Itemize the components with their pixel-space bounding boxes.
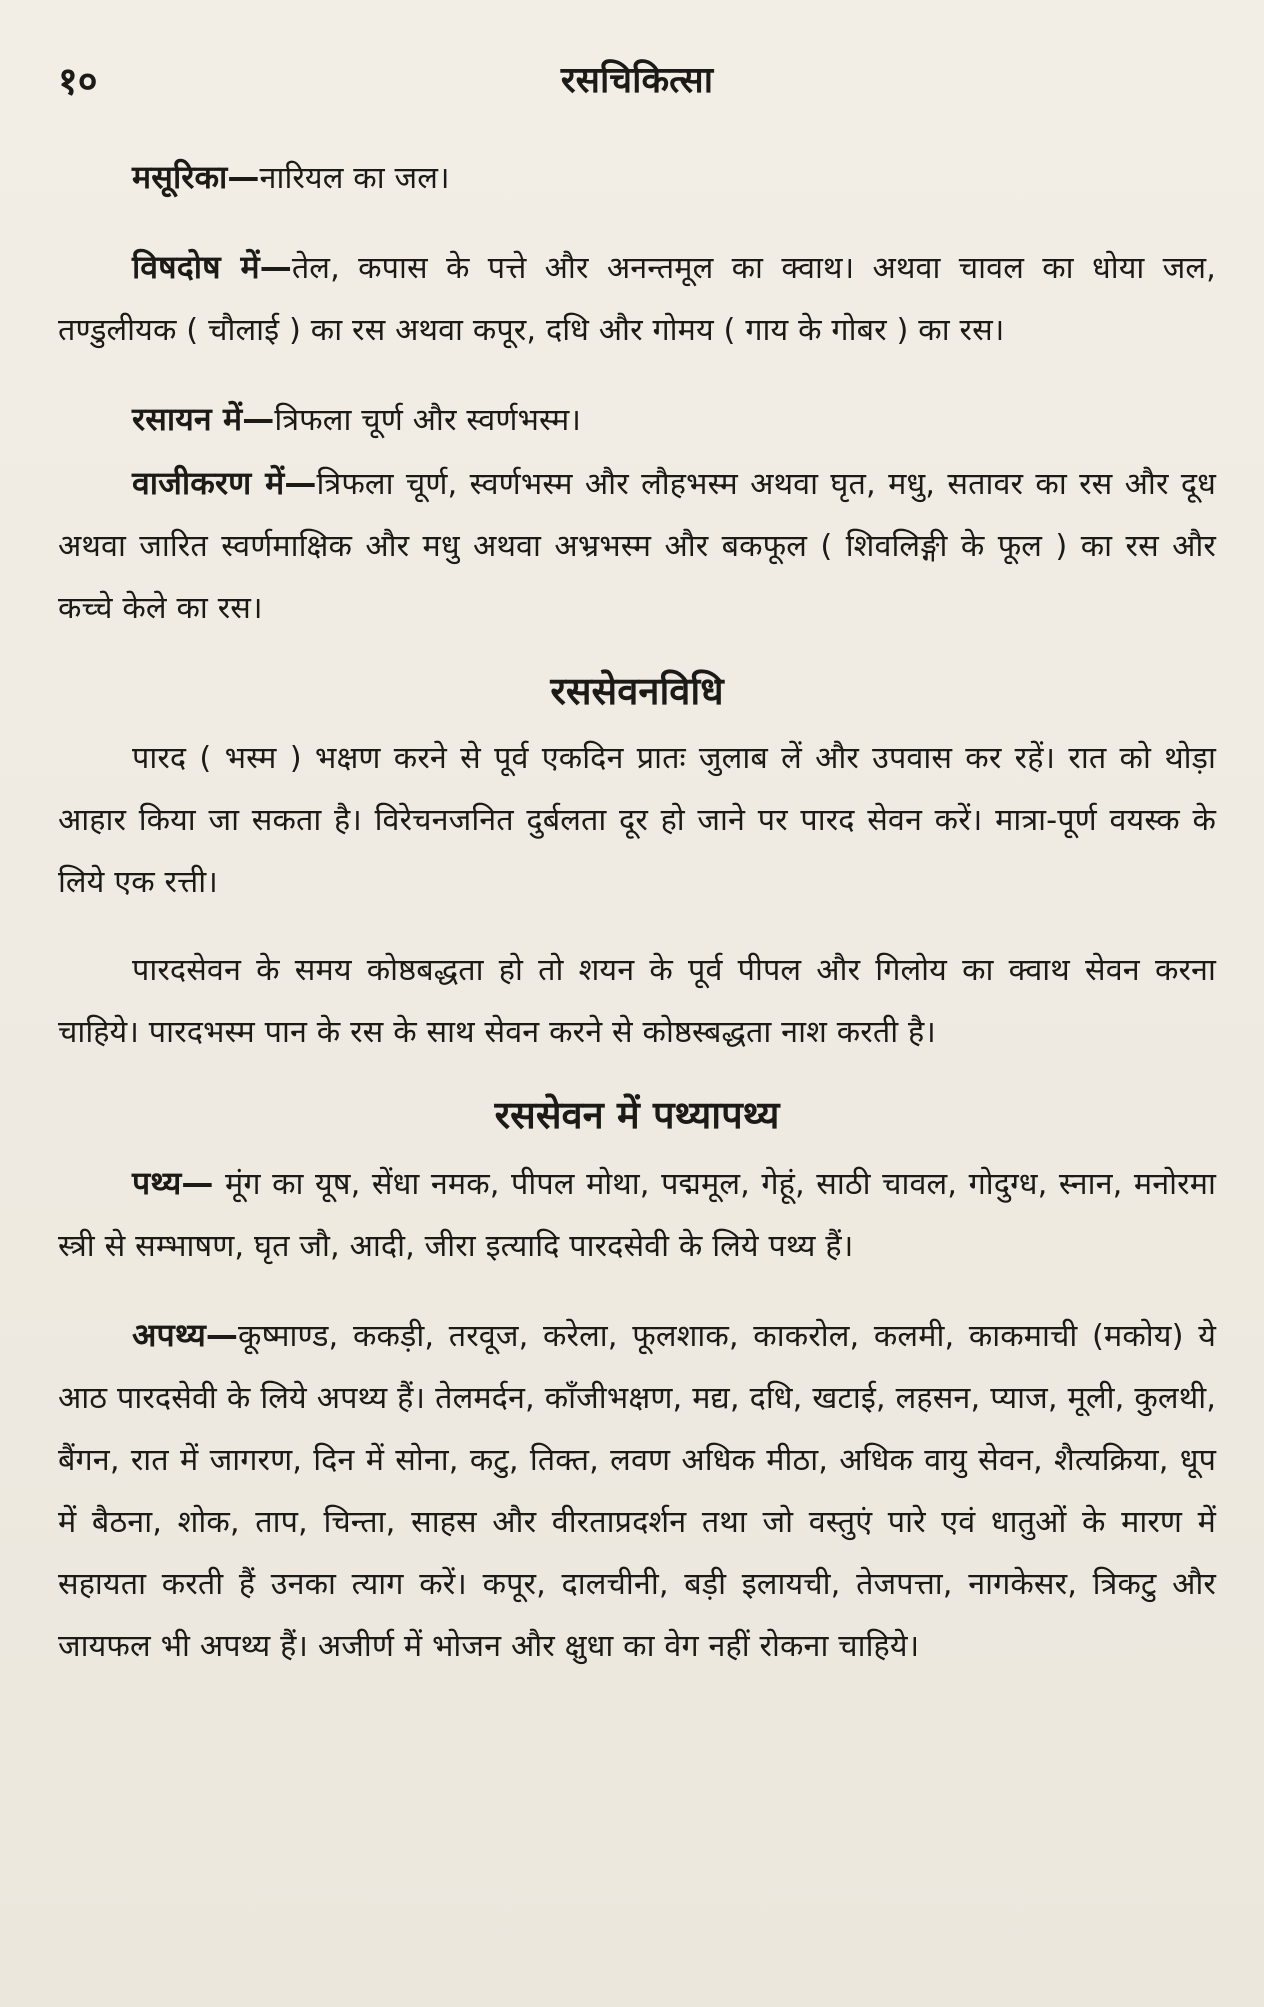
paragraph-vishdosh bbox=[58, 236, 1216, 362]
text-vishdosh: तेल, कपास के पत्ते और अनन्तमूल का क्वाथ। अथवा चावल का धोया जल, तण्डुलीयक ( चौलाई ) का रस अथवा कपूर, दधि और गोमय ( गाय के गोबर ) का रस। bbox=[58, 251, 1216, 348]
paragraph-paradsevan: पारदसेवन के समय कोष्ठबद्धता हो तो शयन के पूर्व पीपल और गिलोय का क्वाथ सेवन करना चाहिये। पारदभस्म पान के रस के साथ सेवन करने से कोष्ठस्बद्धता नाश करती है। bbox=[58, 953, 1216, 1050]
paragraph-masurika bbox=[58, 146, 1216, 210]
text-masurika: नारियल का जल। bbox=[259, 161, 450, 196]
paragraph-pathya bbox=[58, 1152, 1216, 1278]
term-apathya: अपथ्य— bbox=[132, 1316, 239, 1354]
section-heading-rassevanvidhi: रससेवनविधि bbox=[550, 669, 724, 713]
text-apathya: कूष्माण्ड, ककड़ी, तरवूज, करेला, फूलशाक, काकरोल, कलमी, काकमाची (मकोय) ये आठ पारदसेवी के लिये अपथ्य हैं। तेलमर्दन, काँजीभक्षण, मद्य, दधि, खटाई, लहसन, प्याज, मूली, कुलथी, बैंगन, रात में जागरण, दिन में सोना, कटु, तिक्त, लवण अधिक मीठा, अधिक वायु सेवन, शैत्यक्रिया, धूप में बैठना, शोक, ताप, चिन्ता, साहस और वीरताप्रदर्शन तथा जो वस्तुएं पारे एवं धातुओं के मारण में सहायता करती हैं उनका त्याग करें। कपूर, दालचीनी, बड़ी इलायची, तेजपत्ता, नागकेसर, त्रिकटु और जायफल भी अपथ्य हैं। अजीर्ण में भोजन और क्षुधा का वेग नहीं रोकना चाहिये। bbox=[58, 1319, 1216, 1664]
paragraph-vajikaran bbox=[58, 452, 1216, 640]
term-vishdosh: विषदोष में— bbox=[132, 248, 292, 286]
running-title: रसचिकित्सा bbox=[560, 60, 714, 101]
text-pathya: मूंग का यूष, सेंधा नमक, पीपल मोथा, पद्ममूल, गेहूं, साठी चावल, गोदुग्ध, स्नान, मनोरमा स्त्री से सम्भाषण, घृत जौ, आदी, जीरा इत्यादि पारदसेवी के लिये पथ्य हैं। bbox=[58, 1167, 1216, 1264]
term-rasayan: रसायन में— bbox=[132, 400, 275, 438]
term-vajikaran: वाजीकरण में— bbox=[132, 464, 317, 502]
paragraph-rasayan bbox=[58, 388, 1216, 452]
running-head bbox=[58, 52, 1216, 122]
section-heading-pathyapathya: रससेवन में पथ्यापथ्य bbox=[494, 1093, 780, 1137]
text-rasayan: त्रिफला चूर्ण और स्वर्णभस्म। bbox=[274, 403, 581, 438]
text-vajikaran: त्रिफला चूर्ण, स्वर्णभस्म और लौहभस्म अथवा घृत, मधु, सतावर का रस और दूध अथवा जारित स्वर्णमाक्षिक और मधु अथवा अभ्रभस्म और बकफूल ( शिवलिङ्गी के फूल ) का रस और कच्चे केले का रस। bbox=[58, 467, 1216, 626]
term-masurika: मसूरिका— bbox=[132, 158, 260, 196]
paragraph-parad-bhasm: पारद ( भस्म ) भक्षण करने से पूर्व एकदिन प्रातः जुलाब लें और उपवास कर रहें। रात को थोड़ा आहार किया जा सकता है। विरेचनजनित दुर्बलता दूर हो जाने पर पारद सेवन करें। मात्रा-पूर्ण वयस्क के लिये एक रत्ती। bbox=[58, 741, 1216, 900]
page-number: १० bbox=[58, 59, 98, 103]
term-pathya: पथ्य— bbox=[132, 1164, 214, 1202]
paragraph-apathya bbox=[58, 1304, 1216, 1678]
